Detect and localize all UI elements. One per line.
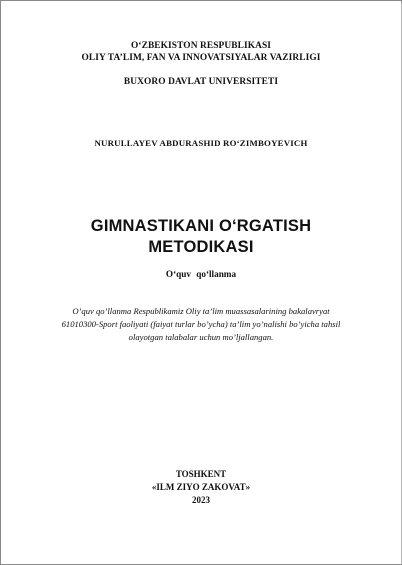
- description-line2: 61010300-Sport faoliyati (faiyat turlar bo’ycha) ta’lim yo’nalishi bo’yicha tahsil: [61, 319, 341, 329]
- description-line1: O’quv qo’llanma Respublikamiz Oliy ta’lim muassasalarining bakalavryat: [72, 306, 330, 316]
- publication-year: 2023: [192, 495, 210, 505]
- book-title-line1: GIMNASTIKANI O‘RGATISH: [90, 217, 312, 235]
- ministry-name: OLIY TA’LIM, FAN VA INNOVATSIYALAR VAZIRLIGI: [81, 53, 321, 63]
- description-line3: olayotgan talabalar uchun mo’ljallangan.: [128, 332, 274, 342]
- university-name: BUXORO DAVLAT UNIVERSITETI: [123, 77, 279, 87]
- book-title-line2: METODIKASI: [148, 238, 254, 256]
- book-type: O‘quv qo‘llanma: [165, 269, 237, 279]
- ministry-country: O‘ZBEKISTON RESPUBLIKASI: [130, 41, 272, 51]
- publisher-name: «ILM ZIYO ZAKOVAT»: [151, 482, 251, 492]
- author-name: NURULLAYEV ABDURASHID RO‘ZIMBOYEVICH: [94, 138, 308, 148]
- publication-city: TOSHKENT: [175, 469, 227, 479]
